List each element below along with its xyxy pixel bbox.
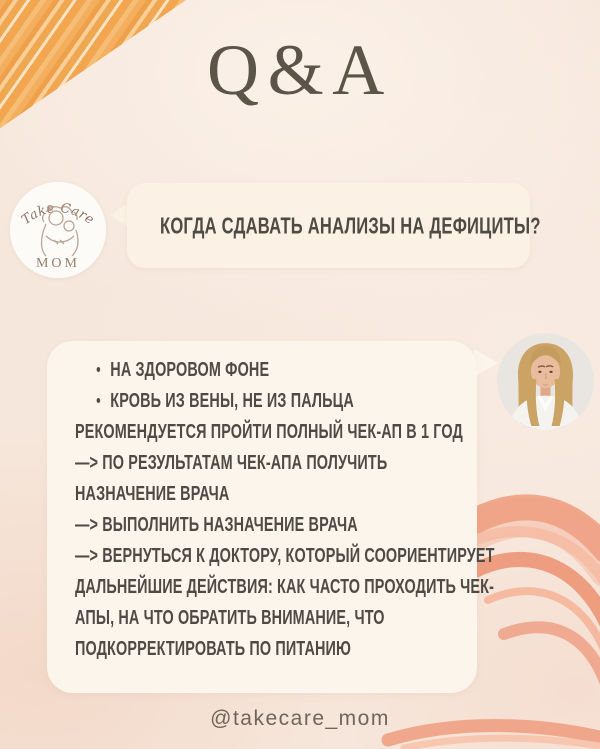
question-bubble [127, 183, 541, 268]
answer-line: —> ВЕРНУТЬСЯ К ДОКТОРУ, КОТОРЫЙ СООРИЕНТИРУЕТ [75, 545, 495, 567]
answer-line [75, 386, 478, 417]
answer-text-block [75, 355, 495, 665]
bullet-dot [97, 398, 101, 403]
answer-line-text: КРОВЬ ИЗ ВЕНЫ, НЕ ИЗ ПАЛЬЦА [110, 390, 354, 412]
answer-line: АПЫ, НА ЧТО ОБРАТИТЬ ВНИМАНИЕ, ЧТО [75, 607, 385, 629]
answer-line [75, 355, 478, 386]
answer-line: РЕКОМЕНДУЕТСЯ ПРОЙТИ ПОЛНЫЙ ЧЕК-АП В 1 ГОД [75, 421, 463, 443]
answer-line: ПОДКОРРЕКТИРОВАТЬ ПО ПИТАНИЮ [75, 638, 352, 660]
brand-logo-avatar [10, 182, 106, 278]
footer-handle: @takecare_mom [210, 707, 390, 730]
answer-line: —> ВЫПОЛНИТЬ НАЗНАЧЕНИЕ ВРАЧА [75, 514, 358, 536]
answer-line: —> ПО РЕЗУЛЬТАТАМ ЧЕК-АПА ПОЛУЧИТЬ [75, 452, 388, 474]
question-text: КОГДА СДАВАТЬ АНАЛИЗЫ НА ДЕФИЦИТЫ? [160, 212, 541, 238]
answer-line-text: НА ЗДОРОВОМ ФОНЕ [110, 359, 270, 381]
doctor-portrait-icon [497, 333, 594, 430]
take-care-mom-logo-icon [10, 182, 106, 278]
logo-mom-text: MOM [35, 256, 81, 271]
bullet-dot [97, 367, 101, 372]
answer-bubble [47, 341, 495, 693]
doctor-photo-avatar [497, 333, 594, 430]
answer-line: НАЗНАЧЕНИЕ ВРАЧА [75, 483, 230, 505]
logo-arc-text: Take Care [19, 200, 97, 228]
answer-line: ДАЛЬНЕЙШИЕ ДЕЙСТВИЯ: КАК ЧАСТО ПРОХОДИТЬ ЧЕК- [75, 576, 495, 598]
page-title: Q&A [207, 30, 393, 110]
